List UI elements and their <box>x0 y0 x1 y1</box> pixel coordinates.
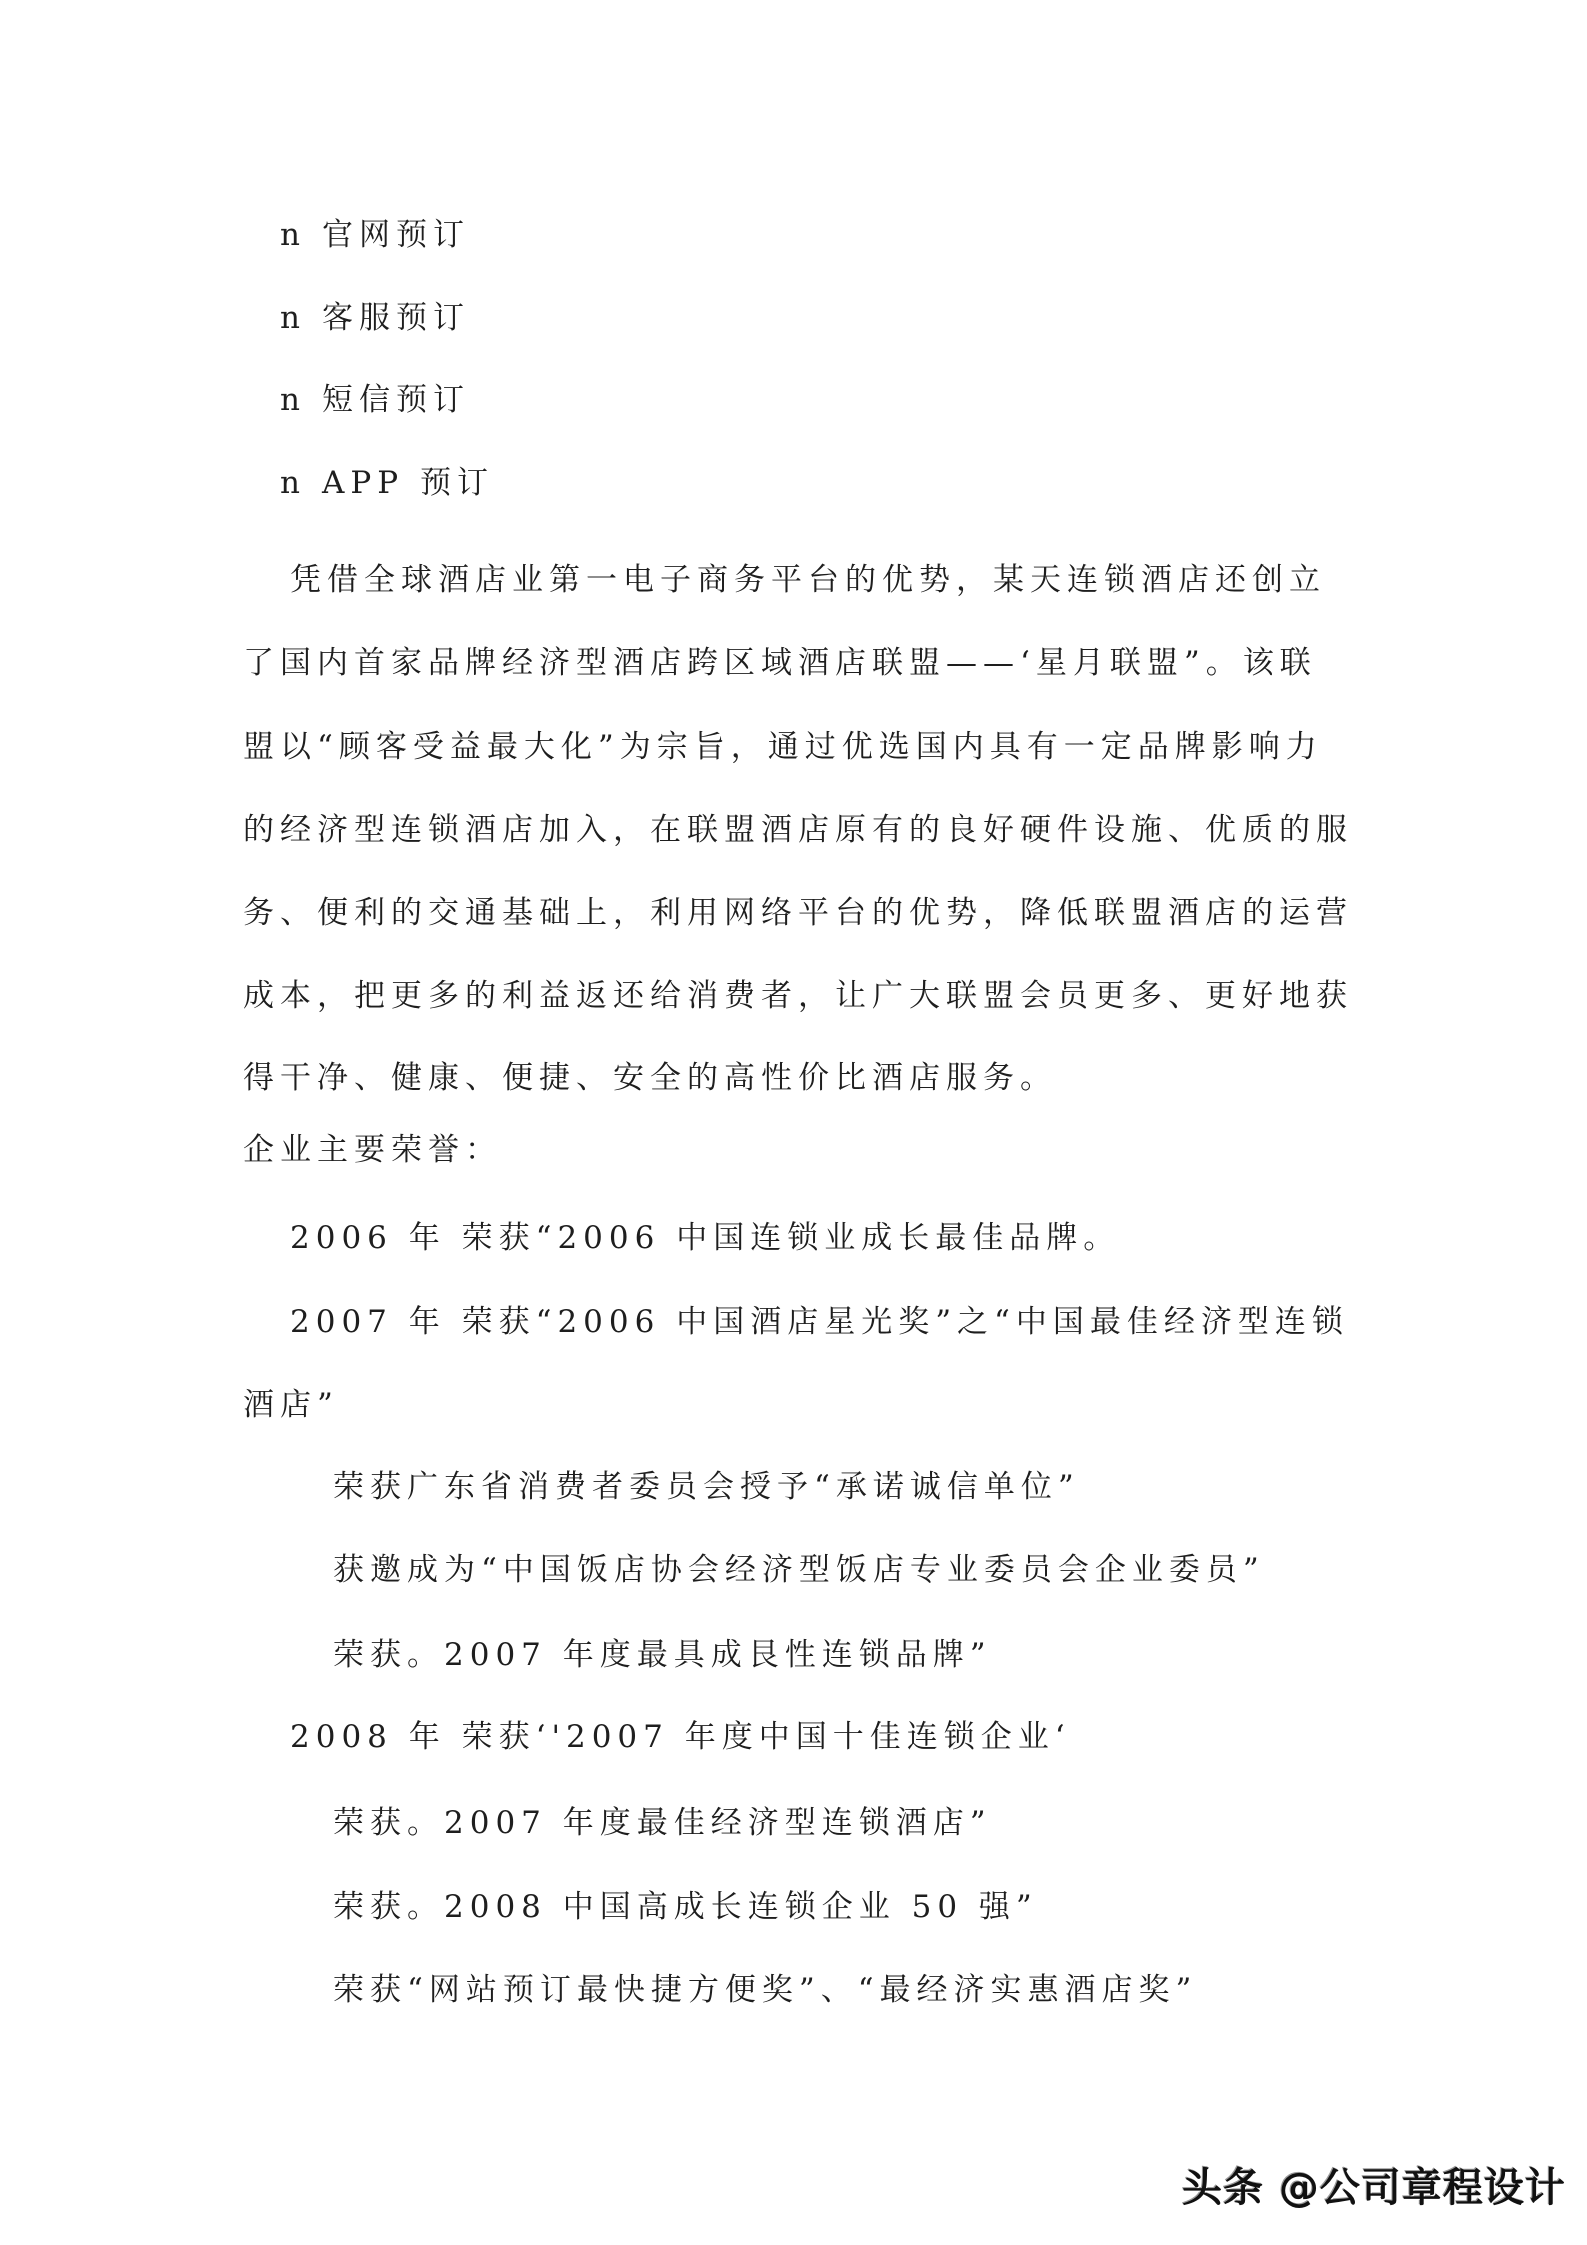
honor-line: 2007 年 荣获“2006 中国酒店星光奖”之“中国最佳经济型连锁 <box>290 1304 1349 1340</box>
paragraph-line: 盟以“顾客受益最大化”为宗旨，通过优选国内具有一定品牌影响力 <box>243 729 1323 765</box>
section-heading: 企业主要荣誉： <box>243 1132 502 1168</box>
paragraph-line: 凭借全球酒店业第一电子商务平台的优势，某天连锁酒店还创立 <box>290 562 1326 598</box>
list-item-label: APP 预订 <box>322 465 494 501</box>
honor-line: 荣获。2007 年度最佳经济型连锁酒店” <box>333 1805 992 1841</box>
honor-line: 荣获“网站预订最快捷方便奖”、“最经济实惠酒店奖” <box>333 1972 1198 2008</box>
list-item-label: 官网预订 <box>322 217 470 253</box>
paragraph-line: 务、便利的交通基础上，利用网络平台的优势，降低联盟酒店的运营 <box>243 895 1353 931</box>
honor-line: 酒店” <box>243 1387 339 1423</box>
honor-line: 荣获。2007 年度最具成艮性连锁品牌” <box>333 1637 992 1673</box>
paragraph-line: 的经济型连锁酒店加入，在联盟酒店原有的良好硬件设施、优质的服 <box>243 812 1353 848</box>
honor-line: 2008 年 荣获‘'2007 年度中国十佳连锁企业‘ <box>290 1719 1071 1755</box>
list-item <box>280 215 470 255</box>
honor-line: 2006 年 荣获“2006 中国连锁业成长最佳品牌。 <box>290 1220 1121 1256</box>
watermark: 头条 @公司章程设计 <box>1182 2165 1566 2211</box>
list-bullet: n <box>280 217 300 253</box>
paragraph-line: 成本，把更多的利益返还给消费者，让广大联盟会员更多、更好地获 <box>243 978 1353 1014</box>
list-item <box>280 380 470 420</box>
paragraph-line: 得干净、健康、便捷、安全的高性价比酒店服务。 <box>243 1060 1057 1096</box>
list-bullet: n <box>280 382 300 418</box>
list-item <box>280 298 470 338</box>
list-bullet: n <box>280 465 300 501</box>
honor-line: 获邀成为“中国饭店协会经济型饭店专业委员会企业委员” <box>333 1552 1265 1588</box>
list-bullet: n <box>280 300 300 336</box>
honor-line: 荣获广东省消费者委员会授予“承诺诚信单位” <box>333 1469 1080 1505</box>
list-item-label: 客服预订 <box>322 300 470 336</box>
honor-line: 荣获。2008 中国高成长连锁企业 50 强” <box>333 1889 1038 1925</box>
paragraph-line: 了国内首家品牌经济型酒店跨区域酒店联盟——‘星月联盟”。该联 <box>243 645 1317 681</box>
list-item <box>280 463 494 503</box>
list-item-label: 短信预订 <box>322 382 470 418</box>
